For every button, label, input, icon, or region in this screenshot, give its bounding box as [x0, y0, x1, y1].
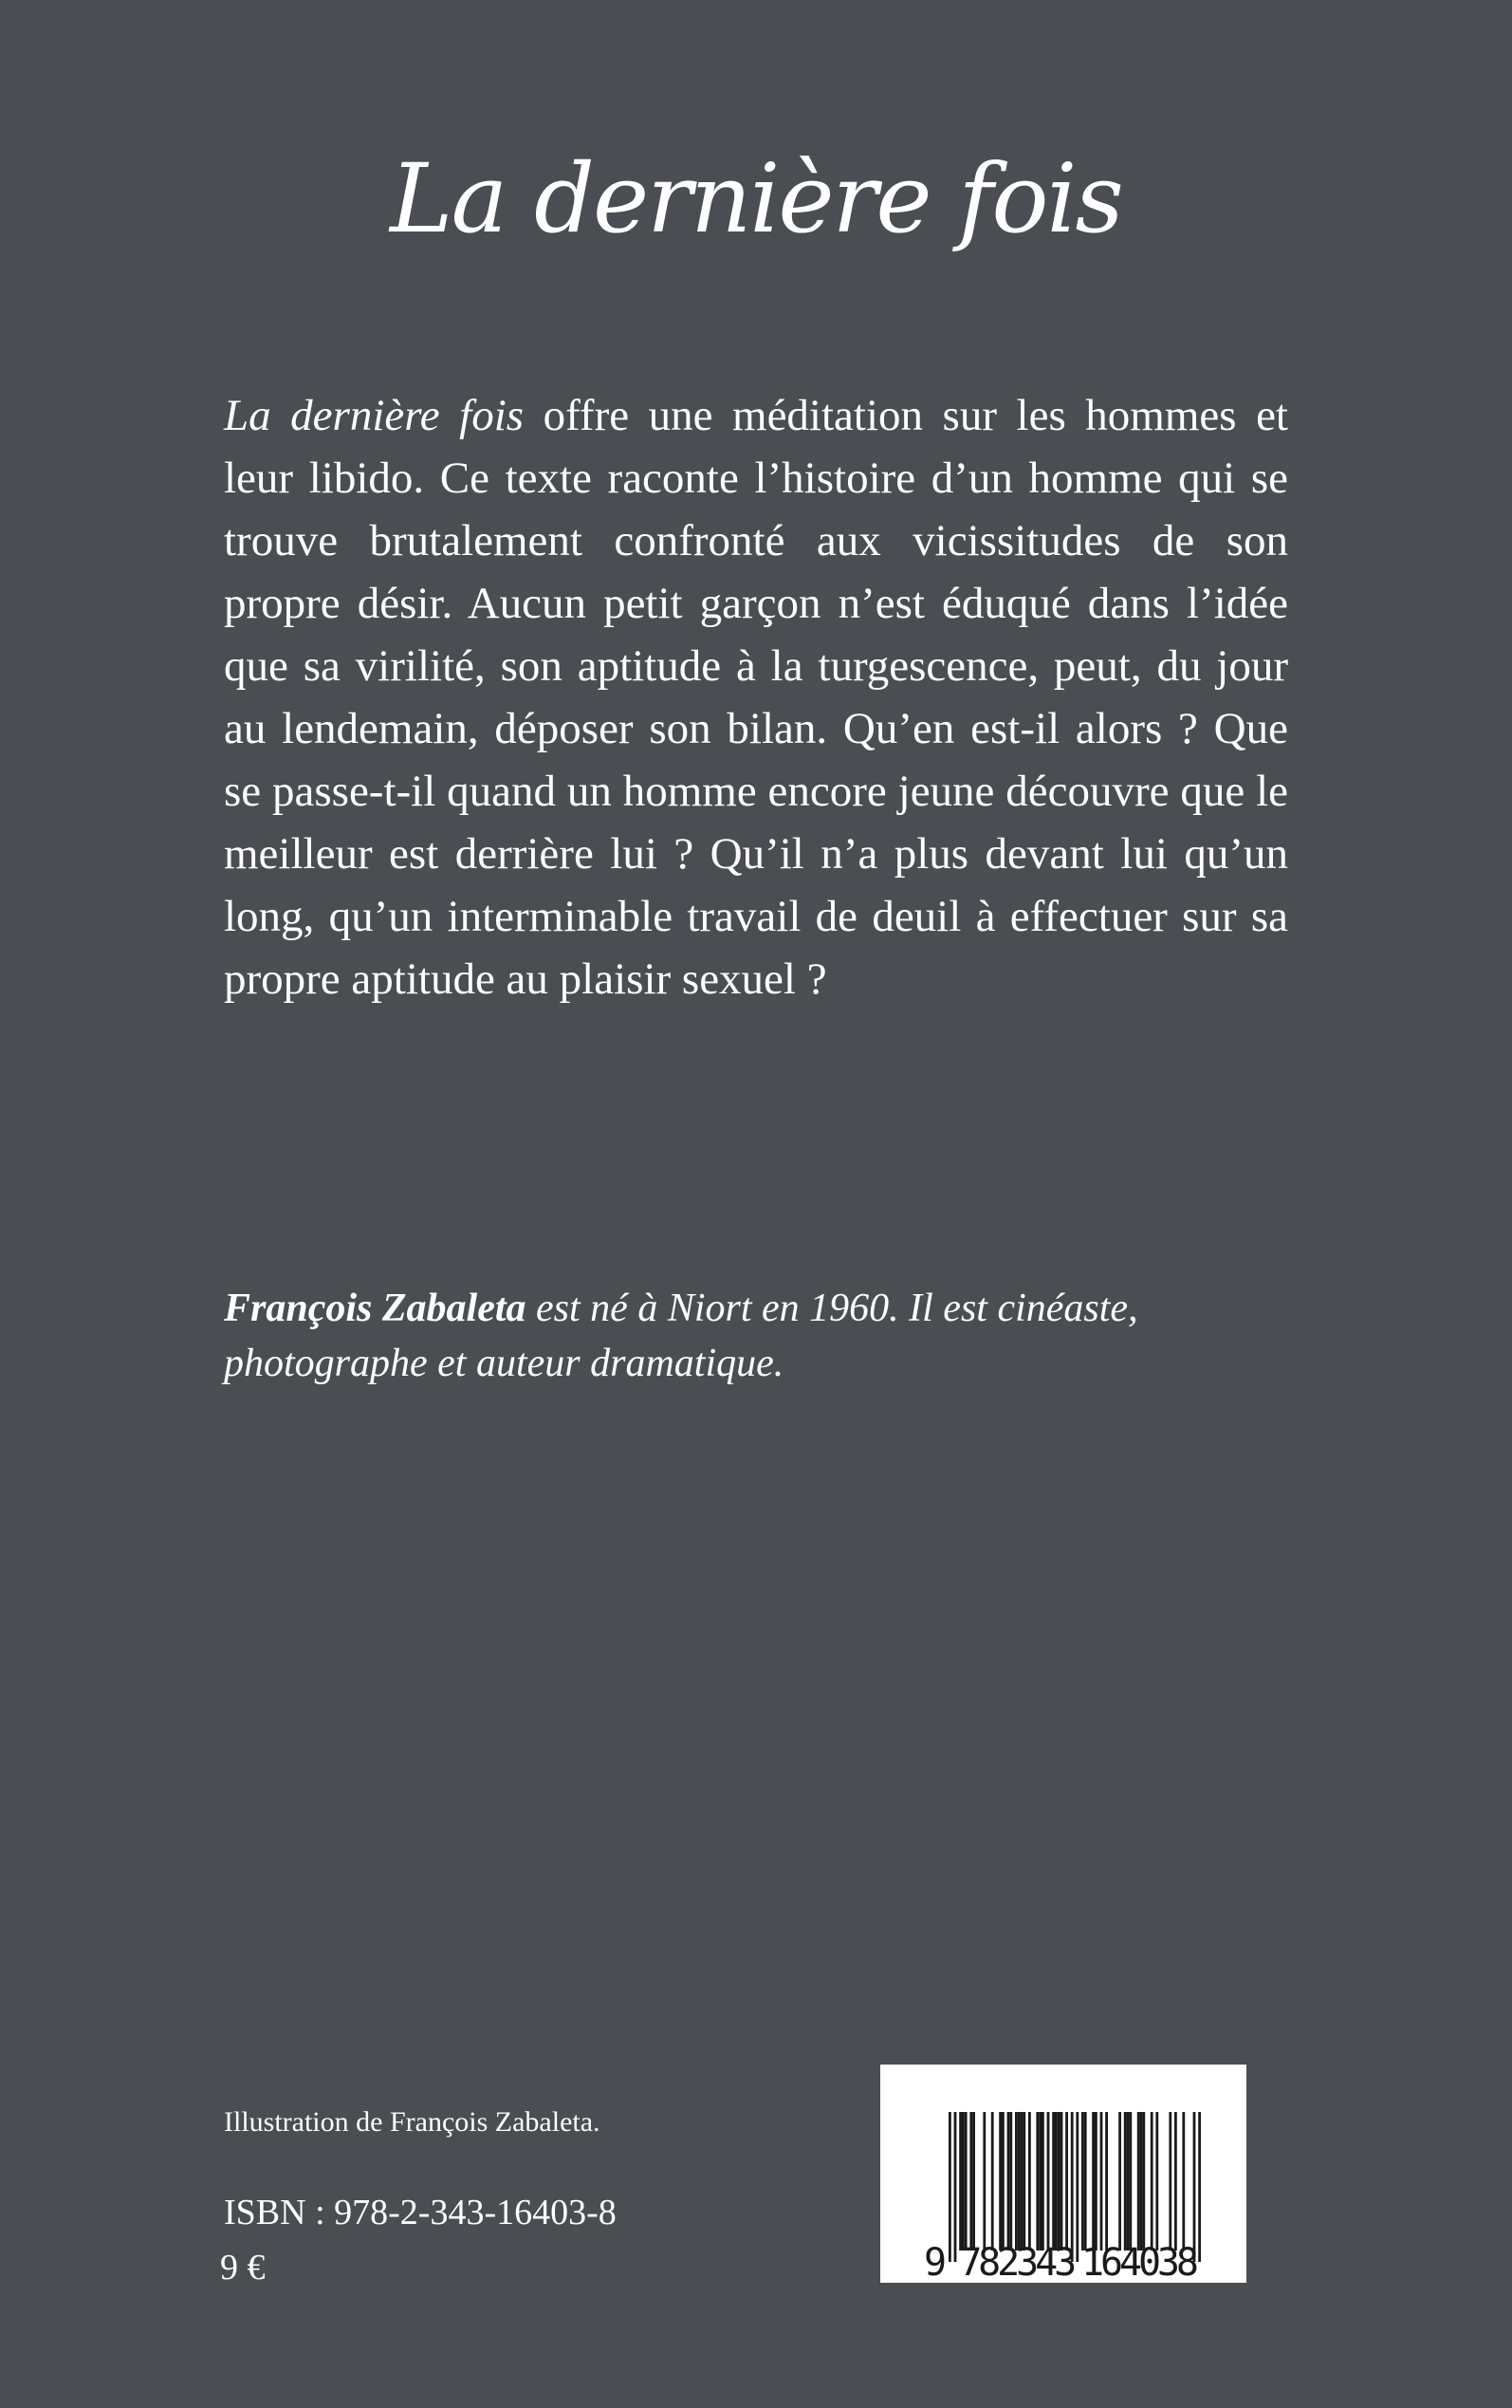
barcode-icon: [880, 2065, 1246, 2283]
blurb-text: offre une méditation sur les hommes et leur libido. Ce texte raconte l’histoire d’un homme qui se trouve brutalement confronté aux vicissitudes de son propre désir. Aucun petit garçon n’est éduqué dans l’idée que sa virilité, son aptitude à la turgescence, peut, du jour au lendemain, déposer son bilan. Qu’en est-il alors ? Que se passe-t-il quand un homme encore jeune découvre que le meilleur est derrière lui ? Qu’il n’a plus devant lui qu’un long, qu’un interminable travail de deuil à effectuer sur sa propre aptitude au plaisir sexuel ?: [224, 391, 1288, 1004]
author-bio-text: est né à Niort en 1960. Il est cinéaste, photographe et auteur dramatique.: [224, 1287, 1138, 1385]
author-bio: [224, 1281, 1288, 1391]
barcode: [880, 2065, 1246, 2283]
book-title: La dernière fois: [390, 143, 1122, 254]
svg-text:782343: 782343: [959, 2241, 1078, 2283]
blurb-paragraph: [224, 384, 1288, 1010]
isbn-label: ISBN : 978-2-343-16403-8: [224, 2193, 617, 2232]
blurb-title-reference: La dernière fois: [224, 391, 525, 440]
price-label: 9 €: [220, 2248, 266, 2288]
illustration-credit: Illustration de François Zabaleta.: [224, 2106, 600, 2138]
svg-text:164038: 164038: [1081, 2241, 1199, 2283]
svg-text:9: 9: [924, 2241, 948, 2283]
author-name: François Zabaleta: [224, 1287, 526, 1330]
